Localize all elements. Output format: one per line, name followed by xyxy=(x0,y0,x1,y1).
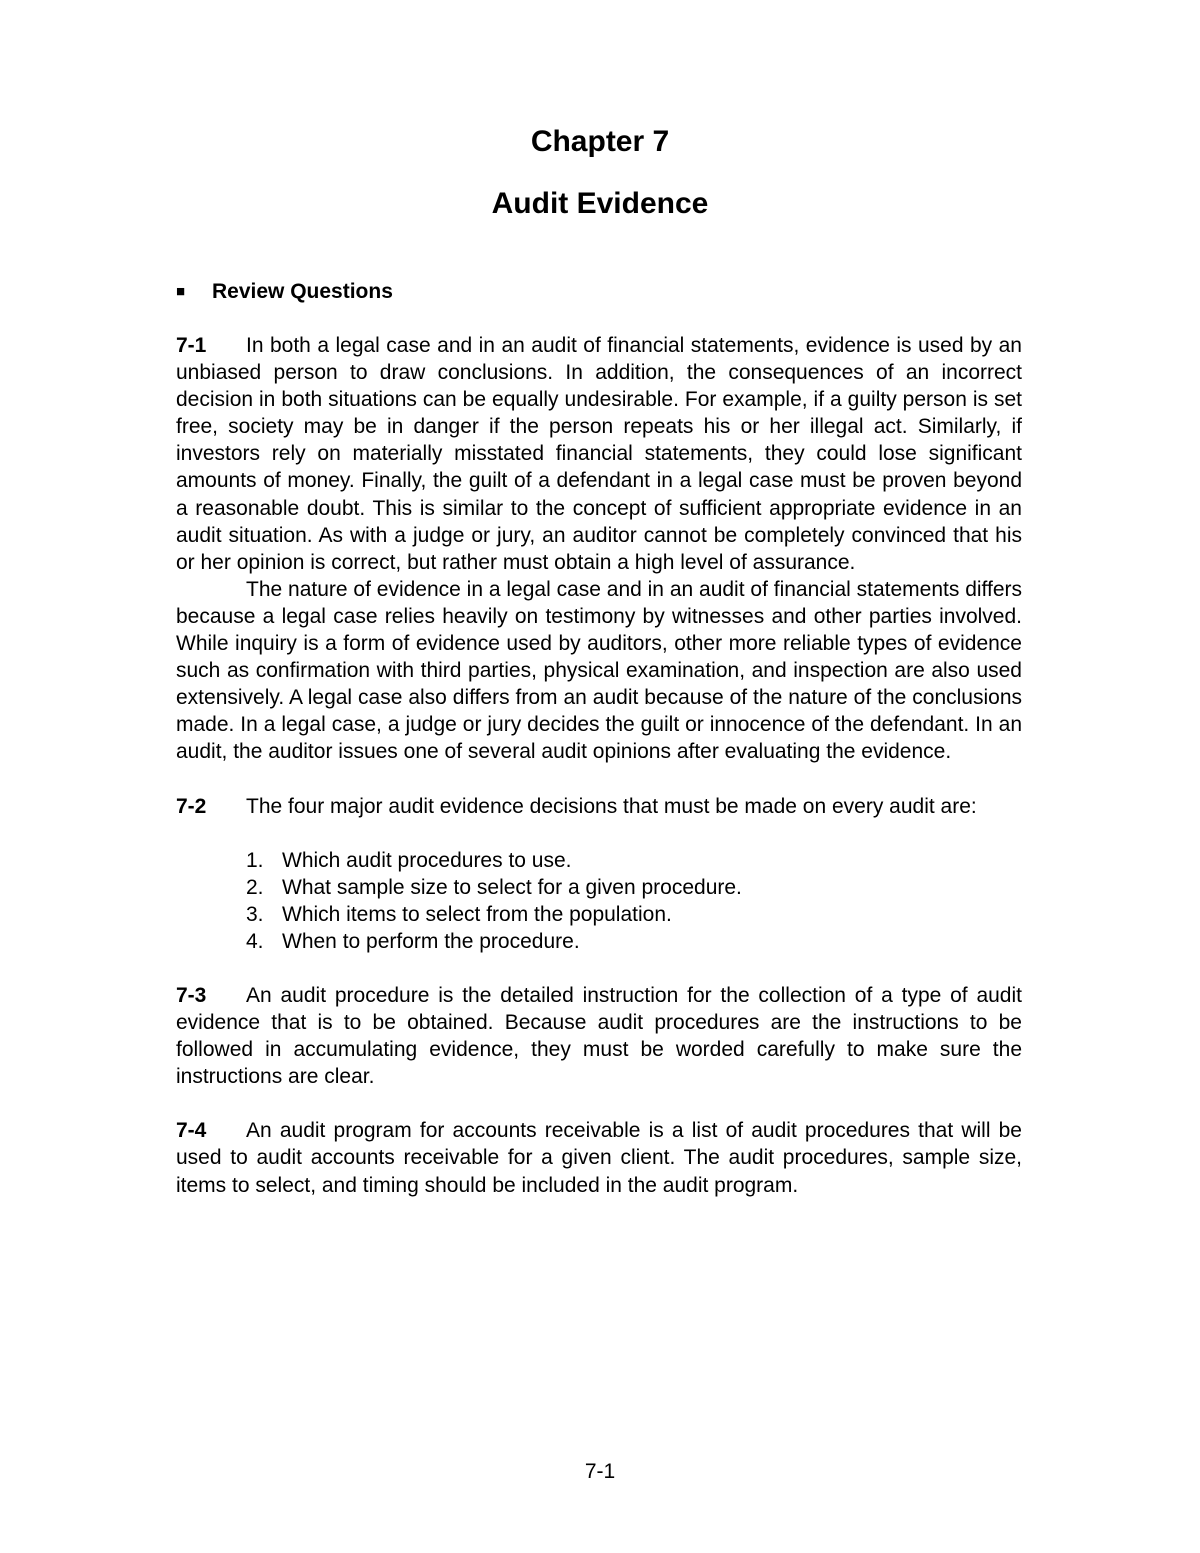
list-item xyxy=(176,901,1022,928)
list-item xyxy=(176,928,1022,955)
list-item-number: 2. xyxy=(246,875,264,899)
list-item-text: Which audit procedures to use. xyxy=(282,848,572,872)
question-text: An audit procedure is the detailed instruction for the collection of a type of audit evidence that is to be obtained. Because audit procedures are the instructions to be followed in accumulating evidence, they must be worded carefully to make sure the instructions are clear. xyxy=(176,983,1022,1089)
chapter-number: Chapter 7 xyxy=(530,125,670,158)
list-item-number: 3. xyxy=(246,902,264,926)
list-item-text: When to perform the procedure. xyxy=(282,929,580,953)
question-number: 7-4 xyxy=(176,1119,207,1143)
question-paragraph: The nature of evidence in a legal case and in an audit of financial statements differs because a legal case relies heavily on testimony by witnesses and other parties involved. While inquiry is a form of evidence used by auditors, other more reliable types of evidence such as confirmation with third parties, physical examination, and inspection are also used extensively. A legal case also differs from an audit because of the nature of the conclusions made. In a legal case, a judge or jury decides the guilt or innocence of the defendant. In an audit, the auditor issues one of several audit opinions after evaluating the evidence. xyxy=(176,577,1022,764)
list-item-number: 4. xyxy=(246,929,264,953)
list-item-text: What sample size to select for a given procedure. xyxy=(282,875,742,899)
section-heading-text: Review Questions xyxy=(212,280,393,303)
list-item-text: Which items to select from the population. xyxy=(282,902,672,926)
question-paragraph xyxy=(176,793,1022,820)
page-number: 7-1 xyxy=(584,1460,616,1483)
question-paragraph xyxy=(176,332,1022,576)
questions-body xyxy=(176,332,1022,1199)
question-text: In both a legal case and in an audit of financial statements, evidence is used by an unbiased person to draw conclusions. In addition, the consequences of an incorrect decision in both situations can be equally undesirable. For example, if a guilty person is set free, society may be in danger if the person repeats his or her illegal act. Similarly, if investors rely on materially misstated financial statements, they could lose significant amounts of money. Finally, the guilt of a defendant in a legal case must be proven beyond a reasonable doubt. This is similar to the concept of sufficient appropriate evidence in an audit situation. As with a judge or jury, an auditor cannot be completely convinced that his or her opinion is correct, but rather must obtain a high level of assurance. xyxy=(176,334,1022,574)
question-number: 7-2 xyxy=(176,794,207,818)
list-item xyxy=(176,874,1022,901)
question-paragraph xyxy=(176,982,1022,1090)
question-text: An audit program for accounts receivable is a list of audit procedures that will be used to audit accounts receivable for a given client. The audit procedures, sample size, items to select, and timing should be included in the audit program. xyxy=(176,1119,1022,1197)
section-heading xyxy=(176,278,393,306)
question-text: The four major audit evidence decisions that must be made on every audit are: xyxy=(246,794,977,818)
question-number: 7-1 xyxy=(176,334,207,357)
question-number: 7-3 xyxy=(176,983,207,1007)
question-7-2 xyxy=(176,793,1022,955)
square-bullet-icon: ■ xyxy=(176,283,186,300)
decision-list xyxy=(176,847,1022,955)
chapter-title: Audit Evidence xyxy=(491,187,709,220)
question-paragraph xyxy=(176,1117,1022,1198)
question-7-1 xyxy=(176,332,1022,766)
list-item-number: 1. xyxy=(246,848,264,872)
question-7-4 xyxy=(176,1117,1022,1198)
list-item xyxy=(176,847,1022,874)
question-7-3 xyxy=(176,982,1022,1090)
